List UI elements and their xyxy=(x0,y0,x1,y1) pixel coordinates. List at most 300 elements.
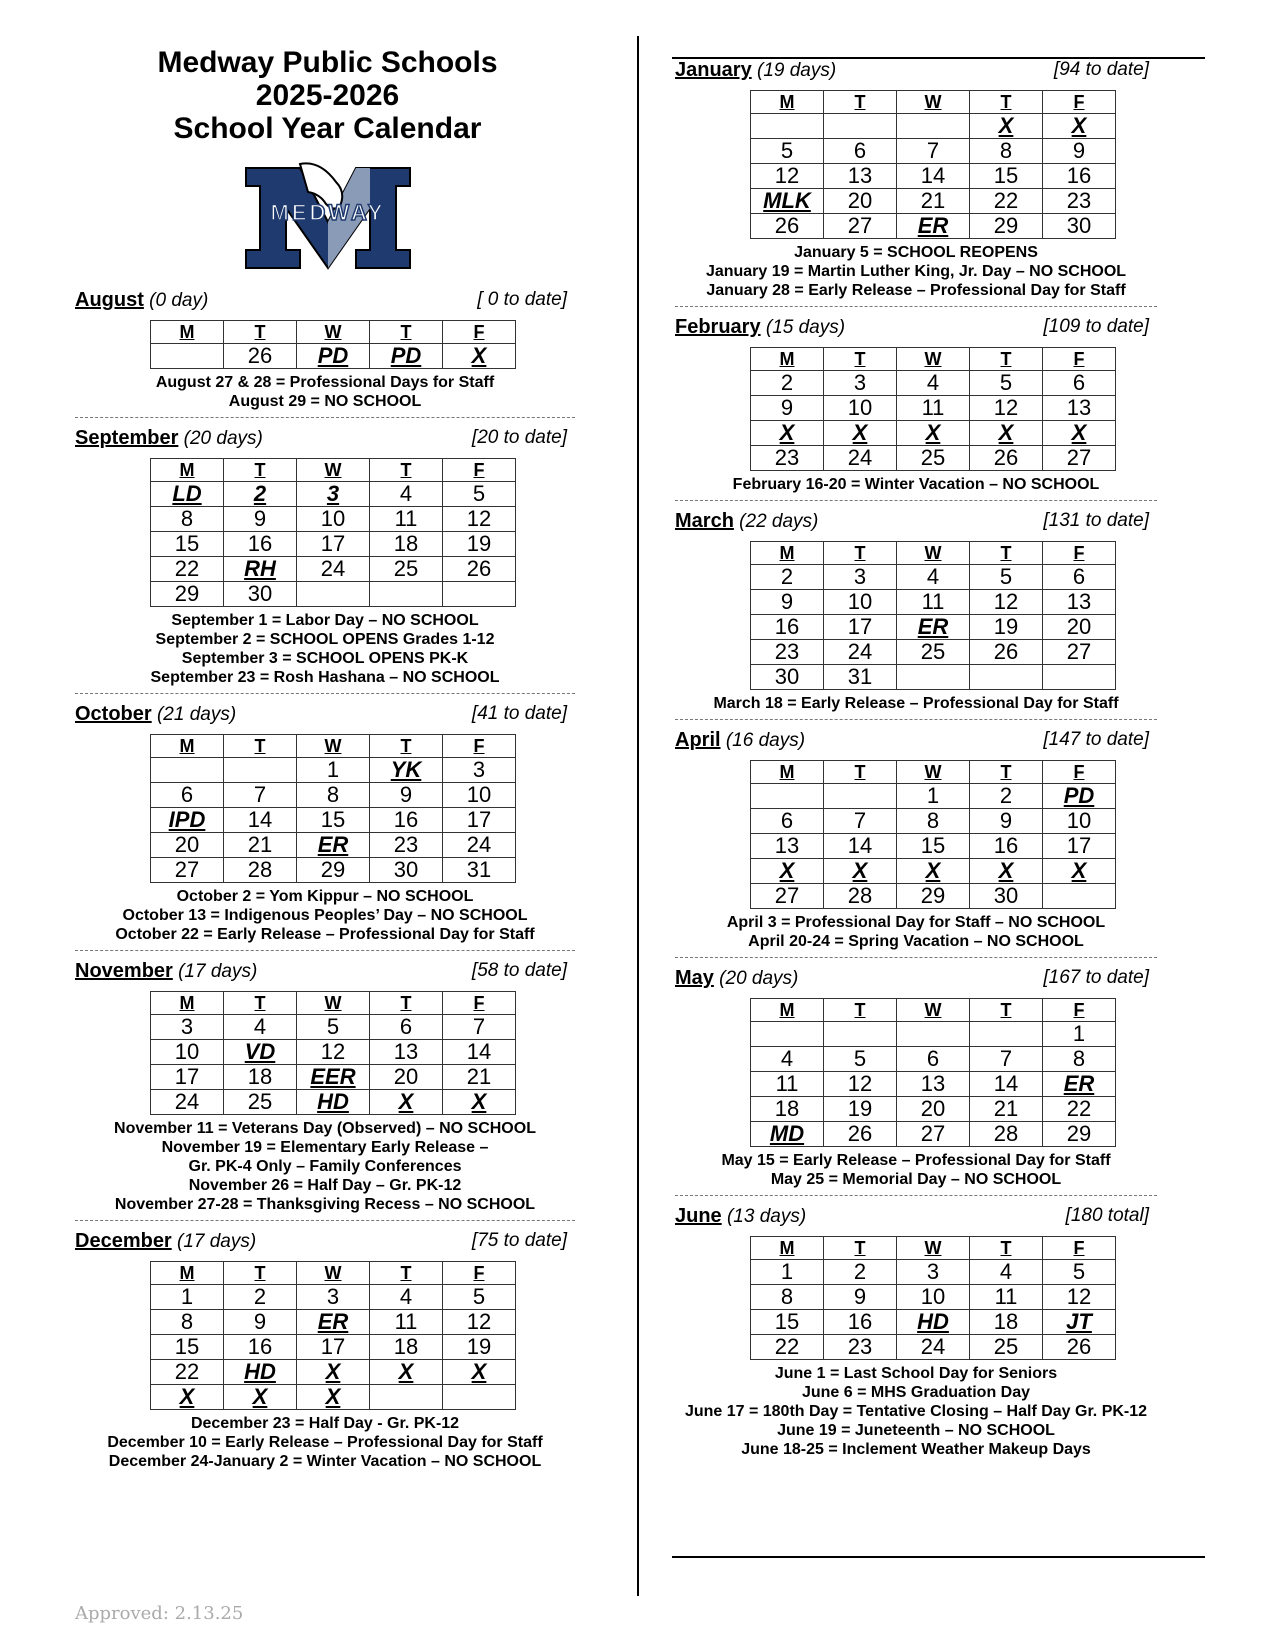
day-cell: 11 xyxy=(970,1285,1043,1310)
day-cell: 4 xyxy=(370,1285,443,1310)
note-line: January 19 = Martin Luther King, Jr. Day – NO SCHOOL xyxy=(705,263,1127,280)
day-cell: 9 xyxy=(824,1285,897,1310)
day-cell: 15 xyxy=(897,834,970,859)
weekday-header: W xyxy=(897,91,970,114)
day-cell: 9 xyxy=(970,809,1043,834)
day-cell: X xyxy=(370,1090,443,1115)
day-cell: HD xyxy=(224,1360,297,1385)
calendar-grid xyxy=(750,347,1116,471)
week-row xyxy=(751,834,1116,859)
month-day-count: (0 day) xyxy=(143,290,209,311)
day-cell: X xyxy=(1043,114,1116,139)
bottom-rule xyxy=(672,1556,1205,1558)
week-row xyxy=(751,139,1116,164)
day-cell: 24 xyxy=(297,557,370,582)
month-notes xyxy=(75,1119,575,1214)
day-cell: 8 xyxy=(1043,1047,1116,1072)
day-cell: HD xyxy=(297,1090,370,1115)
weekday-header: W xyxy=(297,459,370,482)
day-cell: 3 xyxy=(897,1260,970,1285)
day-cell: X xyxy=(970,114,1043,139)
day-cell: 24 xyxy=(824,640,897,665)
week-row xyxy=(151,858,516,883)
day-cell: 6 xyxy=(370,1015,443,1040)
day-cell: 21 xyxy=(897,189,970,214)
month-notes xyxy=(75,887,575,944)
day-cell: 7 xyxy=(443,1015,516,1040)
week-row xyxy=(751,164,1116,189)
month-header xyxy=(675,58,1157,84)
day-cell: 20 xyxy=(824,189,897,214)
day-cell: 30 xyxy=(970,884,1043,909)
day-cell: 12 xyxy=(970,590,1043,615)
day-cell xyxy=(443,582,516,607)
note-line: September 23 = Rosh Hashana – NO SCHOOL xyxy=(150,669,500,686)
weekday-header: W xyxy=(297,992,370,1015)
day-cell: 30 xyxy=(370,858,443,883)
weekday-header: T xyxy=(970,761,1043,784)
month-header xyxy=(75,959,575,985)
day-cell: 3 xyxy=(824,565,897,590)
week-row xyxy=(751,1022,1116,1047)
day-cell: 23 xyxy=(1043,189,1116,214)
day-cell: 9 xyxy=(751,590,824,615)
calendar-grid xyxy=(750,1236,1116,1360)
note-line: June 6 = MHS Graduation Day xyxy=(801,1384,1031,1401)
day-cell: 19 xyxy=(824,1097,897,1122)
day-cell: 18 xyxy=(970,1310,1043,1335)
weekday-header: T xyxy=(224,1262,297,1285)
day-cell: X xyxy=(897,421,970,446)
day-cell: YK xyxy=(370,758,443,783)
day-cell: 14 xyxy=(443,1040,516,1065)
day-cell: IPD xyxy=(151,808,224,833)
day-cell: 17 xyxy=(824,615,897,640)
week-row xyxy=(151,783,516,808)
month-notes xyxy=(675,1151,1157,1189)
note-line: September 2 = SCHOOL OPENS Grades 1-12 xyxy=(155,631,495,648)
day-cell: 22 xyxy=(751,1335,824,1360)
day-cell: 20 xyxy=(897,1097,970,1122)
day-cell: 1 xyxy=(151,1285,224,1310)
weekday-header: T xyxy=(370,992,443,1015)
weekday-header: T xyxy=(824,542,897,565)
day-cell xyxy=(970,665,1043,690)
month-day-count: (16 days) xyxy=(720,730,806,751)
week-row xyxy=(751,809,1116,834)
day-cell xyxy=(443,1385,516,1410)
day-cell: JT xyxy=(1043,1310,1116,1335)
note-line: June 17 = 180th Day = Tentative Closing – Half Day Gr. PK-12 xyxy=(684,1403,1148,1420)
month-day-count: (13 days) xyxy=(721,1206,807,1227)
day-cell: 8 xyxy=(151,507,224,532)
day-cell: 10 xyxy=(897,1285,970,1310)
day-cell: 20 xyxy=(151,833,224,858)
note-line: October 22 = Early Release – Professional Day for Staff xyxy=(115,926,535,943)
day-cell: 8 xyxy=(751,1285,824,1310)
weekday-header: M xyxy=(151,992,224,1015)
day-cell: 30 xyxy=(224,582,297,607)
section-separator xyxy=(675,1195,1157,1196)
day-cell: 24 xyxy=(824,446,897,471)
day-cell: 30 xyxy=(751,665,824,690)
note-line: August 29 = NO SCHOOL xyxy=(228,393,422,410)
day-cell: X xyxy=(1043,421,1116,446)
day-cell: X xyxy=(751,421,824,446)
day-cell: X xyxy=(151,1385,224,1410)
day-cell xyxy=(151,758,224,783)
day-cell: LD xyxy=(151,482,224,507)
week-row xyxy=(751,1285,1116,1310)
month-february xyxy=(675,315,1157,501)
svg-text:MEDWAY: MEDWAY xyxy=(270,200,386,225)
section-separator xyxy=(675,719,1157,720)
right-column xyxy=(675,58,1175,1459)
day-cell xyxy=(1043,884,1116,909)
weekday-header: M xyxy=(151,321,224,344)
day-cell: 26 xyxy=(970,446,1043,471)
day-cell: 25 xyxy=(370,557,443,582)
day-cell: 16 xyxy=(1043,164,1116,189)
day-cell: 12 xyxy=(1043,1285,1116,1310)
week-row xyxy=(151,833,516,858)
day-cell: 16 xyxy=(224,1335,297,1360)
day-cell: 5 xyxy=(751,139,824,164)
day-cell: 29 xyxy=(1043,1122,1116,1147)
day-cell: 3 xyxy=(443,758,516,783)
day-cell: 10 xyxy=(297,507,370,532)
day-cell: 15 xyxy=(297,808,370,833)
day-cell: 16 xyxy=(224,532,297,557)
week-row xyxy=(151,482,516,507)
day-cell xyxy=(824,784,897,809)
month-april xyxy=(675,728,1157,958)
section-separator xyxy=(75,950,575,951)
weekday-header: T xyxy=(970,348,1043,371)
day-cell: 2 xyxy=(824,1260,897,1285)
day-cell: 12 xyxy=(824,1072,897,1097)
day-cell: PD xyxy=(1043,784,1116,809)
district-name: Medway Public Schools xyxy=(157,46,498,79)
month-january xyxy=(675,58,1157,307)
weekday-header: T xyxy=(824,999,897,1022)
week-row xyxy=(151,1015,516,1040)
day-cell: 1 xyxy=(751,1260,824,1285)
day-cell: 18 xyxy=(370,532,443,557)
days-to-date: [20 to date] xyxy=(471,427,567,448)
week-row xyxy=(751,665,1116,690)
note-line: August 27 & 28 = Professional Days for Staff xyxy=(155,374,495,391)
day-cell xyxy=(824,114,897,139)
day-cell: X xyxy=(370,1360,443,1385)
day-cell: 19 xyxy=(443,532,516,557)
note-line: January 5 = SCHOOL REOPENS xyxy=(794,244,1038,261)
month-header xyxy=(75,702,575,728)
day-cell: 8 xyxy=(297,783,370,808)
day-cell: 21 xyxy=(224,833,297,858)
week-row xyxy=(151,1090,516,1115)
month-notes xyxy=(675,475,1157,494)
section-separator xyxy=(675,500,1157,501)
weekday-header: F xyxy=(443,992,516,1015)
day-cell: 2 xyxy=(970,784,1043,809)
note-line: December 10 = Early Release – Professional Day for Staff xyxy=(107,1434,543,1451)
day-cell: 14 xyxy=(970,1072,1043,1097)
day-cell: 27 xyxy=(897,1122,970,1147)
day-cell: 12 xyxy=(751,164,824,189)
month-august xyxy=(75,288,575,418)
month-october xyxy=(75,702,575,951)
day-cell: ER xyxy=(897,214,970,239)
weekday-header: T xyxy=(370,459,443,482)
day-cell xyxy=(751,1022,824,1047)
day-cell: 22 xyxy=(151,557,224,582)
day-cell: 1 xyxy=(1043,1022,1116,1047)
month-day-count: (20 days) xyxy=(178,428,263,449)
week-row xyxy=(751,1310,1116,1335)
medway-logo xyxy=(238,160,418,275)
month-header xyxy=(675,315,1157,341)
week-row xyxy=(751,565,1116,590)
day-cell: 3 xyxy=(824,371,897,396)
day-cell: 4 xyxy=(751,1047,824,1072)
day-cell: 17 xyxy=(297,1335,370,1360)
day-cell: 9 xyxy=(224,507,297,532)
week-row xyxy=(751,446,1116,471)
day-cell: 9 xyxy=(224,1310,297,1335)
weekday-header: M xyxy=(751,542,824,565)
calendar-grid xyxy=(150,320,516,369)
day-cell: 27 xyxy=(1043,640,1116,665)
day-cell: 25 xyxy=(897,640,970,665)
weekday-header: M xyxy=(151,459,224,482)
weekday-header: T xyxy=(824,1237,897,1260)
weekday-header: M xyxy=(751,348,824,371)
day-cell xyxy=(897,114,970,139)
day-cell: 30 xyxy=(1043,214,1116,239)
day-cell xyxy=(751,784,824,809)
calendar-title: School Year Calendar xyxy=(173,112,482,145)
weekday-header: T xyxy=(224,321,297,344)
weekday-header: F xyxy=(1043,761,1116,784)
weekday-header: F xyxy=(1043,542,1116,565)
note-line: December 23 = Half Day - Gr. PK-12 xyxy=(190,1415,460,1432)
day-cell: 12 xyxy=(443,1310,516,1335)
month-notes xyxy=(675,913,1157,951)
day-cell xyxy=(297,582,370,607)
day-cell: RH xyxy=(224,557,297,582)
day-cell: 14 xyxy=(897,164,970,189)
day-cell: 24 xyxy=(443,833,516,858)
day-cell: X xyxy=(897,859,970,884)
day-cell: 13 xyxy=(824,164,897,189)
note-line: September 3 = SCHOOL OPENS PK-K xyxy=(181,650,469,667)
weekday-header: T xyxy=(970,542,1043,565)
weekday-header: T xyxy=(370,321,443,344)
day-cell: 11 xyxy=(897,590,970,615)
day-cell: X xyxy=(970,859,1043,884)
note-line: April 20-24 = Spring Vacation – NO SCHOOL xyxy=(748,933,1084,950)
day-cell: 15 xyxy=(151,1335,224,1360)
day-cell: 13 xyxy=(1043,590,1116,615)
day-cell: X xyxy=(443,1360,516,1385)
day-cell: 29 xyxy=(970,214,1043,239)
weekday-header: T xyxy=(824,761,897,784)
weekday-header: T xyxy=(824,348,897,371)
weekday-header: T xyxy=(370,1262,443,1285)
weekday-header: W xyxy=(897,1237,970,1260)
weekday-header: W xyxy=(297,735,370,758)
month-day-count: (15 days) xyxy=(760,317,846,338)
weekday-header: M xyxy=(751,999,824,1022)
page-title xyxy=(60,46,595,145)
week-row xyxy=(751,1097,1116,1122)
day-cell: X xyxy=(297,1385,370,1410)
month-september xyxy=(75,426,575,694)
day-cell: 24 xyxy=(897,1335,970,1360)
week-row xyxy=(751,1260,1116,1285)
week-row xyxy=(751,189,1116,214)
day-cell: 27 xyxy=(1043,446,1116,471)
weekday-header: T xyxy=(224,992,297,1015)
day-cell: 14 xyxy=(224,808,297,833)
weekday-header: T xyxy=(224,459,297,482)
day-cell: 8 xyxy=(151,1310,224,1335)
day-cell: 26 xyxy=(970,640,1043,665)
day-cell: 19 xyxy=(970,615,1043,640)
month-name: April xyxy=(675,729,721,751)
weekday-header: T xyxy=(970,999,1043,1022)
day-cell xyxy=(751,114,824,139)
school-year: 2025-2026 xyxy=(255,79,400,112)
days-to-date: [ 0 to date] xyxy=(477,289,567,310)
day-cell: 27 xyxy=(824,214,897,239)
calendar-grid xyxy=(150,734,516,883)
month-notes xyxy=(675,1364,1157,1459)
weekday-header: W xyxy=(897,761,970,784)
day-cell: 20 xyxy=(1043,615,1116,640)
month-name: November xyxy=(75,960,173,982)
weekday-header: F xyxy=(1043,1237,1116,1260)
week-row xyxy=(751,114,1116,139)
week-row xyxy=(151,1065,516,1090)
note-line: Gr. PK-4 Only – Family Conferences xyxy=(188,1158,462,1175)
week-row xyxy=(751,396,1116,421)
day-cell: 25 xyxy=(897,446,970,471)
day-cell: X xyxy=(224,1385,297,1410)
day-cell: X xyxy=(970,421,1043,446)
section-separator xyxy=(75,417,575,418)
day-cell: 28 xyxy=(970,1122,1043,1147)
day-cell: 29 xyxy=(297,858,370,883)
days-to-date: [167 to date] xyxy=(1043,967,1149,988)
note-line: May 15 = Early Release – Professional Day for Staff xyxy=(721,1152,1111,1169)
month-notes xyxy=(75,611,575,687)
day-cell xyxy=(970,1022,1043,1047)
day-cell: 13 xyxy=(897,1072,970,1097)
day-cell: X xyxy=(443,1090,516,1115)
month-name: August xyxy=(75,289,144,311)
month-name: September xyxy=(75,427,179,449)
weekday-header: M xyxy=(751,1237,824,1260)
month-name: June xyxy=(675,1205,722,1227)
day-cell: 16 xyxy=(970,834,1043,859)
day-cell: 13 xyxy=(370,1040,443,1065)
day-cell: 7 xyxy=(824,809,897,834)
day-cell: 10 xyxy=(824,590,897,615)
day-cell: 25 xyxy=(224,1090,297,1115)
day-cell: ER xyxy=(297,833,370,858)
day-cell xyxy=(824,1022,897,1047)
day-cell: 15 xyxy=(151,532,224,557)
day-cell: 7 xyxy=(224,783,297,808)
month-header xyxy=(75,288,575,314)
days-to-date: [58 to date] xyxy=(471,960,567,981)
month-notes xyxy=(675,694,1157,713)
day-cell: 3 xyxy=(151,1015,224,1040)
day-cell: 8 xyxy=(897,809,970,834)
day-cell xyxy=(370,582,443,607)
day-cell: 26 xyxy=(224,344,297,369)
month-name: October xyxy=(75,703,152,725)
calendar-grid xyxy=(750,541,1116,690)
day-cell: 29 xyxy=(897,884,970,909)
calendar-grid xyxy=(750,90,1116,239)
day-cell xyxy=(370,1385,443,1410)
weekday-header: F xyxy=(443,1262,516,1285)
days-to-date: [41 to date] xyxy=(471,703,567,724)
weekday-header: T xyxy=(824,91,897,114)
week-row xyxy=(151,1385,516,1410)
week-row xyxy=(751,214,1116,239)
day-cell: ER xyxy=(1043,1072,1116,1097)
section-separator xyxy=(675,957,1157,958)
month-notes xyxy=(75,373,575,411)
week-row xyxy=(751,784,1116,809)
day-cell: 2 xyxy=(224,1285,297,1310)
day-cell: 22 xyxy=(151,1360,224,1385)
section-separator xyxy=(75,693,575,694)
day-cell: 5 xyxy=(970,371,1043,396)
week-row xyxy=(751,1122,1116,1147)
calendar-grid xyxy=(150,991,516,1115)
day-cell: 26 xyxy=(824,1122,897,1147)
weekday-header: W xyxy=(897,348,970,371)
column-divider xyxy=(637,36,639,1596)
week-row xyxy=(151,758,516,783)
day-cell: 18 xyxy=(370,1335,443,1360)
weekday-header: T xyxy=(970,1237,1043,1260)
note-line: May 25 = Memorial Day – NO SCHOOL xyxy=(770,1171,1062,1188)
note-line: November 27-28 = Thanksgiving Recess – NO SCHOOL xyxy=(114,1196,536,1213)
day-cell: 16 xyxy=(751,615,824,640)
weekday-header: M xyxy=(751,91,824,114)
day-cell: 16 xyxy=(824,1310,897,1335)
month-day-count: (22 days) xyxy=(733,511,819,532)
day-cell: VD xyxy=(224,1040,297,1065)
days-to-date: [109 to date] xyxy=(1043,316,1149,337)
week-row xyxy=(751,859,1116,884)
day-cell: 12 xyxy=(970,396,1043,421)
day-cell xyxy=(224,758,297,783)
note-line: February 16-20 = Winter Vacation – NO SCHOOL xyxy=(732,476,1100,493)
day-cell: 22 xyxy=(1043,1097,1116,1122)
left-column xyxy=(75,288,575,1471)
day-cell: 5 xyxy=(443,1285,516,1310)
day-cell: MD xyxy=(751,1122,824,1147)
day-cell: 10 xyxy=(1043,809,1116,834)
day-cell: 3 xyxy=(297,482,370,507)
